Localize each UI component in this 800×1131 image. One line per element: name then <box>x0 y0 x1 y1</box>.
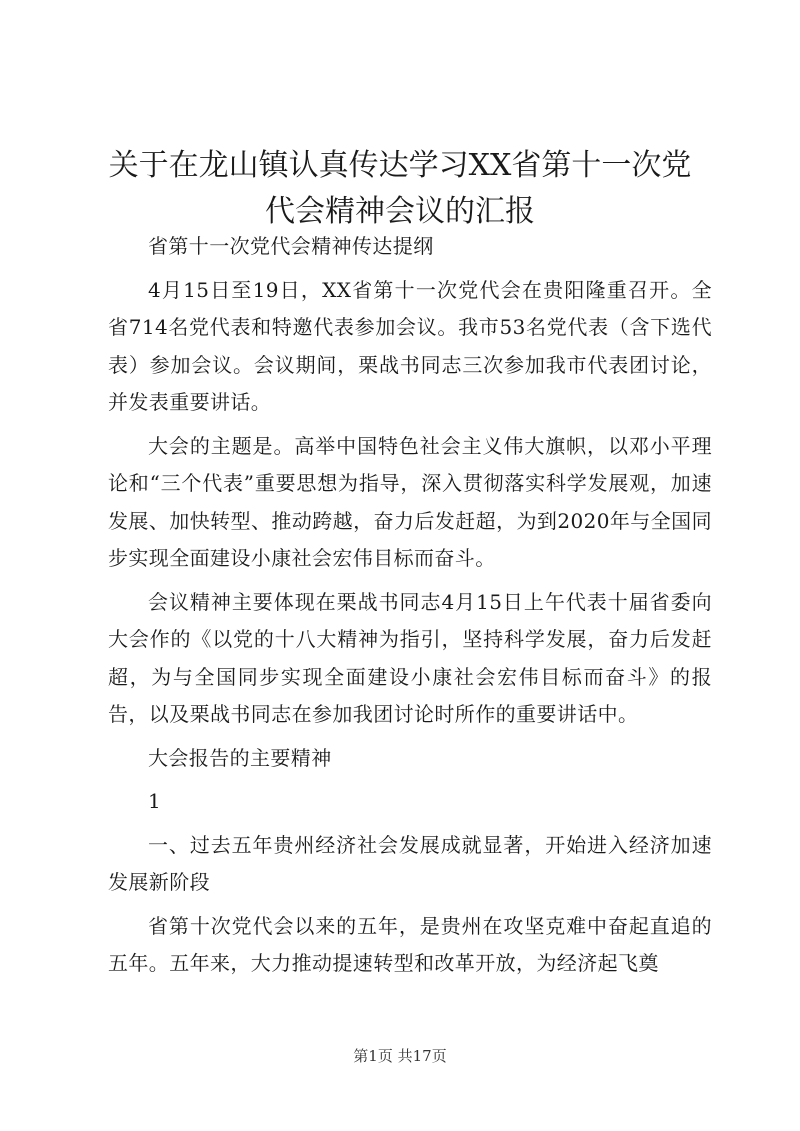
paragraph-outline-heading: 省第十一次党代会精神传达提纲 <box>148 234 434 258</box>
page-footer: 第1页 共17页 <box>353 1047 447 1065</box>
document-body <box>108 228 712 983</box>
paragraph-meeting-overview: 4月15日至19日，XX省第十一次党代会在贵阳隆重召开。全省714名党代表和特邀代表参加会议。我市53名党代表（含下选代表）参加会议。会议期间，栗战书同志三次参加我市代表团讨论，并发表重要讲话。 <box>108 277 712 414</box>
title-line-2: 代会精神会议的汇报 <box>265 194 535 229</box>
paragraph-section-one-heading: 一、过去五年贵州经济社会发展成就显著，开始进入经济加速发展新阶段 <box>108 832 712 894</box>
paragraph-meeting-spirit: 会议精神主要体现在栗战书同志4月15日上午代表十届省委向大会作的《以党的十八大精神为指引，坚持科学发展，奋力后发赶超，为与全国同步实现全面建设小康社会宏伟目标而奋斗》的报告，以及栗战书同志在参加我团讨论时所作的重要讲话中。 <box>108 589 712 726</box>
paragraph-conference-theme: 大会的主题是。高举中国特色社会主义伟大旗帜，以邓小平理论和“三个代表”重要思想为指导，深入贯彻落实科学发展观，加速发展、加快转型、推动跨越，奋力后发赶超，为到2020年与全国同步实现全面建设小康社会宏伟目标而奋斗。 <box>108 433 712 570</box>
title-line-1: 关于在龙山镇认真传达学习XX省第十一次党 <box>108 148 692 183</box>
paragraph-report-heading: 大会报告的主要精神 <box>148 745 332 770</box>
document-title <box>100 143 700 235</box>
paragraph-five-years: 省第十次党代会以来的五年，是贵州在攻坚克难中奋起直追的五年。五年来，大力推动提速转型和改革开放，为经济起飞奠 <box>108 913 712 975</box>
paragraph-number: 1 <box>148 789 162 813</box>
